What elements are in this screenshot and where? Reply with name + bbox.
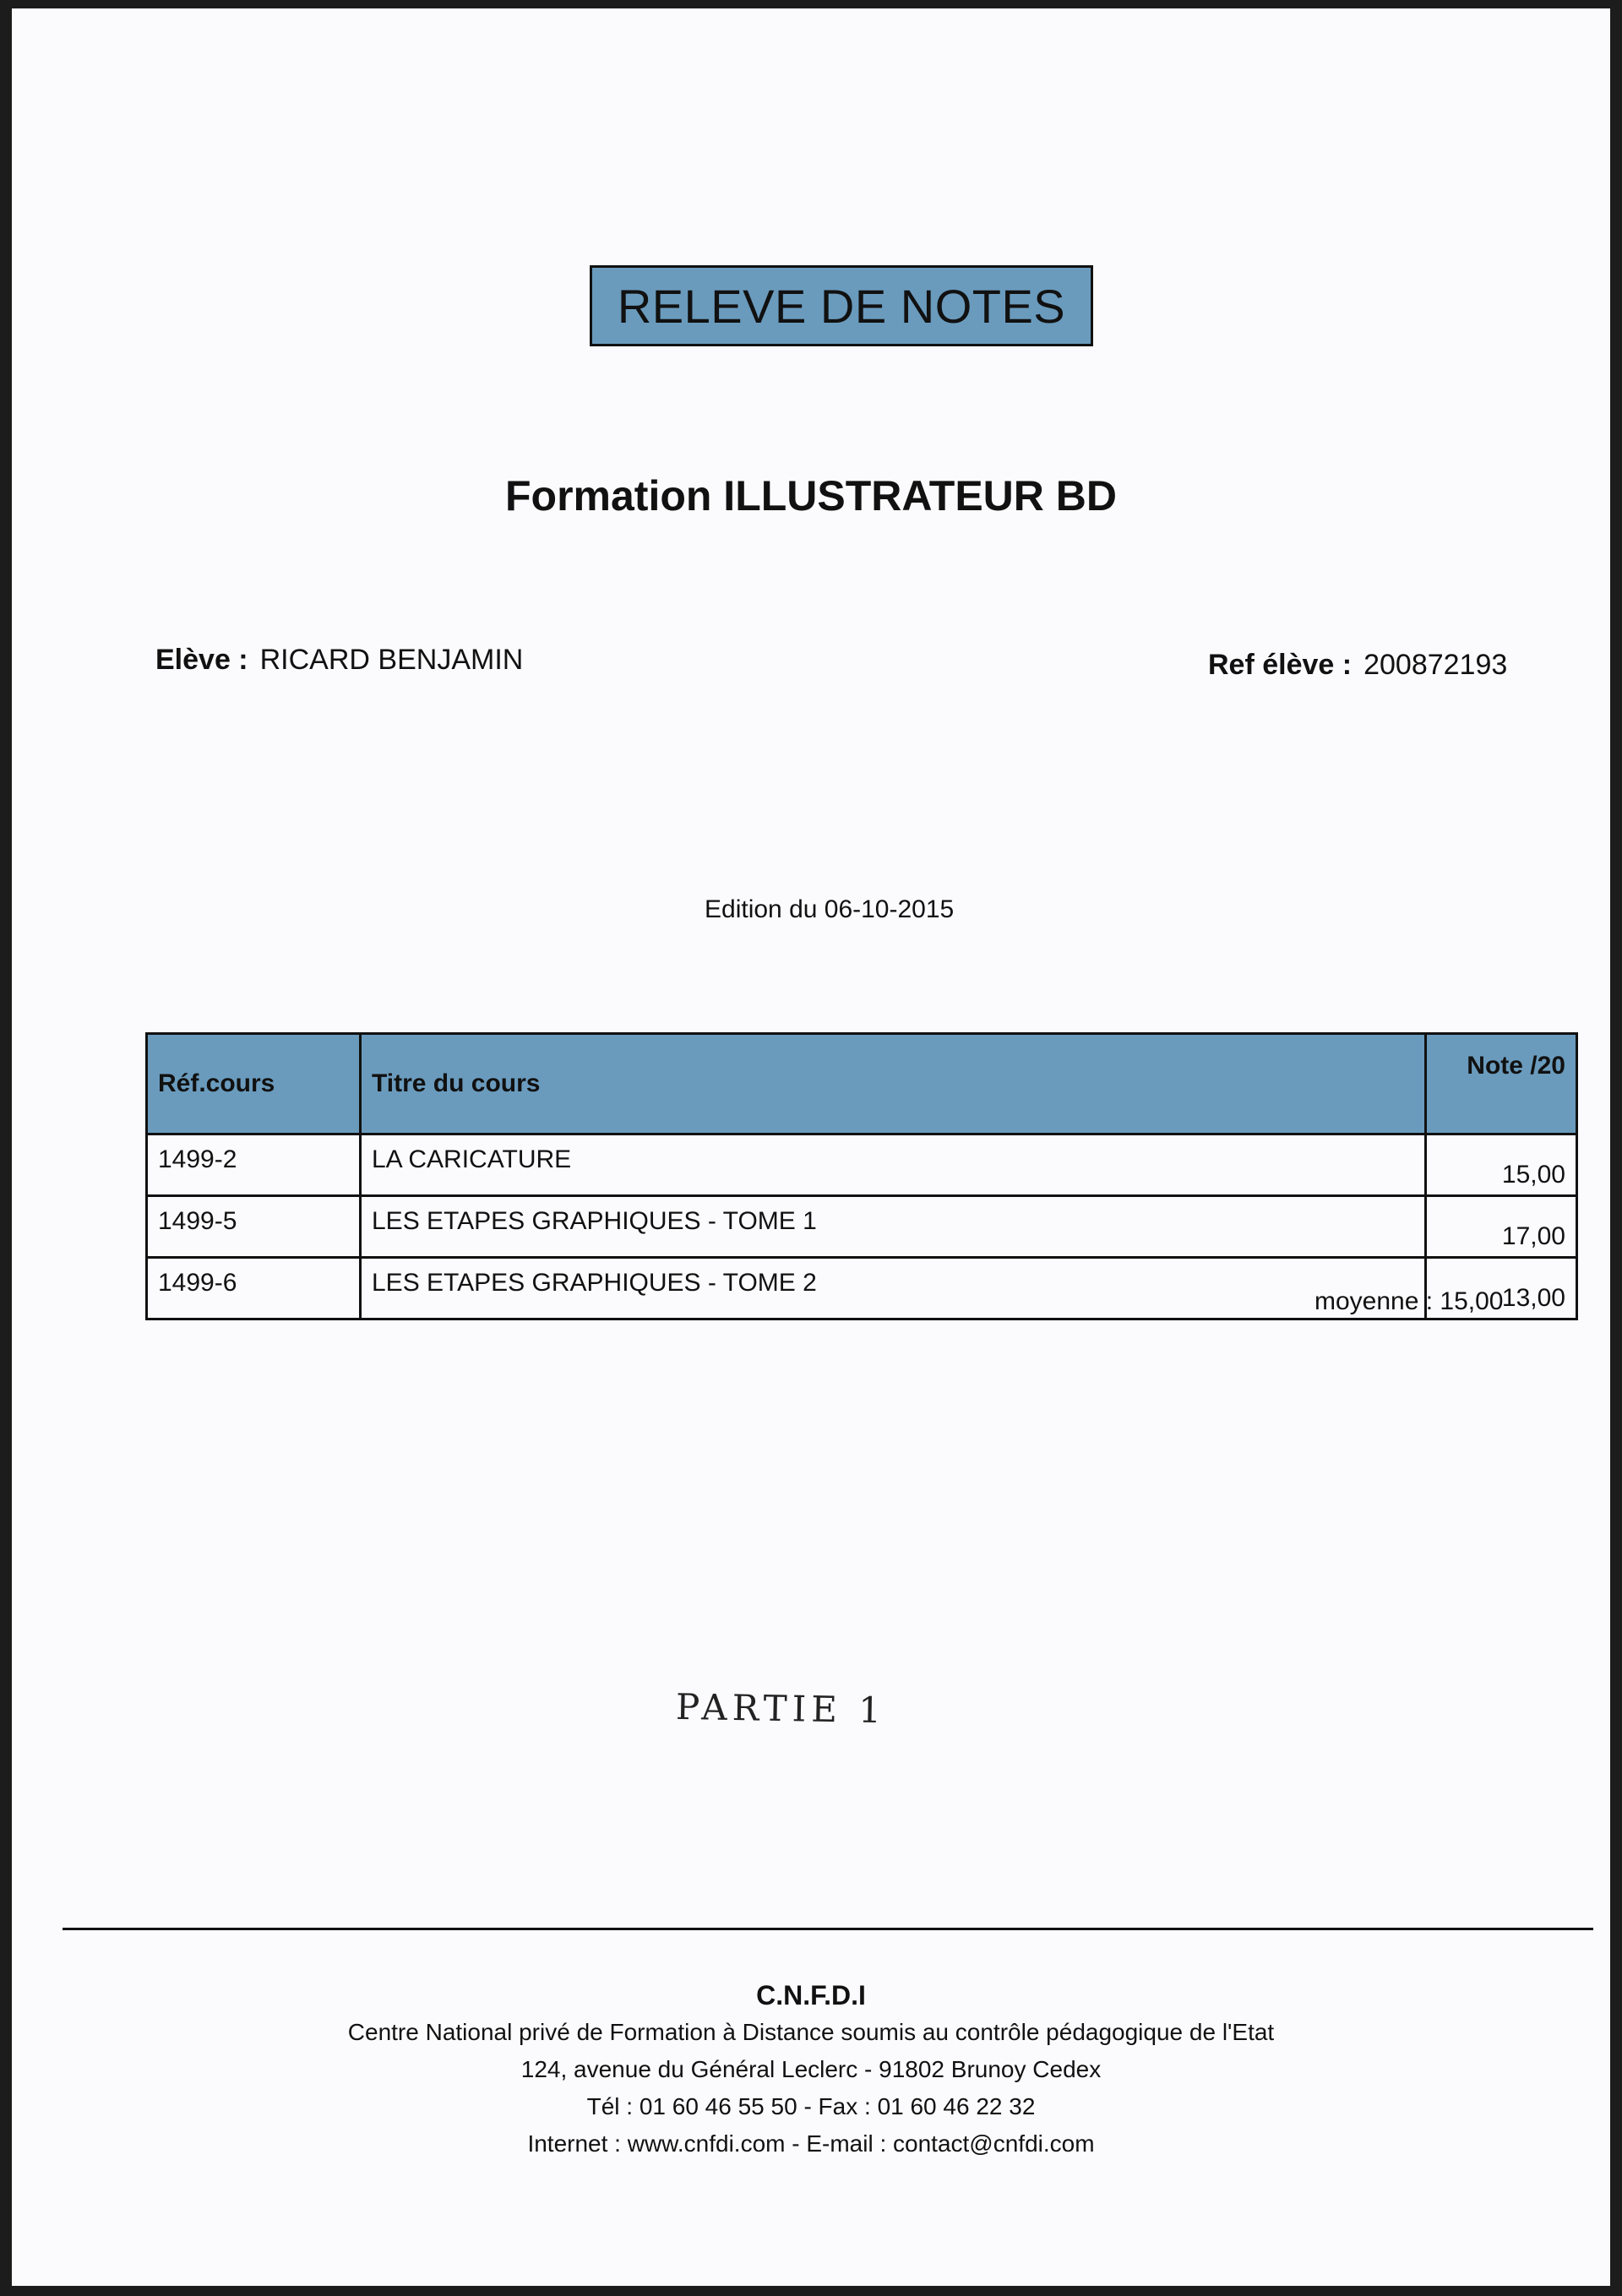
footer (12, 1977, 1610, 2163)
course-title: LA CARICATURE (361, 1134, 1426, 1196)
student-name-line (155, 644, 523, 677)
formation-title: Formation ILLUSTRATEUR BD (504, 472, 1118, 520)
course-ref: 1499-5 (147, 1196, 361, 1258)
header-titre-cours: Titre du cours (361, 1034, 1426, 1134)
footer-phone: Tél : 01 60 46 55 50 - Fax : 01 60 46 22 32 (586, 2093, 1036, 2119)
footer-divider (63, 1928, 1593, 1930)
document-title: RELEVE DE NOTES (590, 265, 1093, 346)
header-ref-cours: Réf.cours (147, 1034, 361, 1134)
average-grade: moyenne : 15,00 (1314, 1287, 1504, 1315)
student-ref-line (1208, 649, 1507, 682)
course-title: LES ETAPES GRAPHIQUES - TOME 1 (361, 1196, 1426, 1258)
course-ref: 1499-2 (147, 1134, 361, 1196)
student-name: RICARD BENJAMIN (259, 644, 524, 676)
table-row (147, 1196, 1577, 1258)
course-note: 15,00 (1426, 1134, 1577, 1196)
footer-contact: Internet : www.cnfdi.com - E-mail : contact@cnfdi.com (527, 2130, 1095, 2157)
handwritten-annotation: PARTIE 1 (675, 1685, 887, 1732)
grades-table (145, 1032, 1578, 1320)
student-ref-label: Ref élève : (1208, 649, 1353, 681)
document-page (12, 8, 1610, 2286)
student-name-label: Elève : (155, 644, 248, 676)
footer-address: 124, avenue du Général Leclerc - 91802 Brunoy Cedex (520, 2056, 1102, 2082)
footer-org: C.N.F.D.I (756, 1980, 866, 2010)
course-note: 17,00 (1426, 1196, 1577, 1258)
table-header-row (147, 1034, 1577, 1134)
header-note: Note /20 (1426, 1034, 1577, 1134)
course-note: 13,00 (1426, 1258, 1577, 1319)
footer-description: Centre National privé de Formation à Distance soumis au contrôle pédagogique de l'Etat (347, 2019, 1275, 2045)
table-row (147, 1134, 1577, 1196)
student-ref: 200872193 (1363, 649, 1508, 681)
edition-date: Edition du 06-10-2015 (705, 895, 955, 923)
course-title: LES ETAPES GRAPHIQUES - TOME 2 (361, 1258, 1426, 1319)
course-ref: 1499-6 (147, 1258, 361, 1319)
